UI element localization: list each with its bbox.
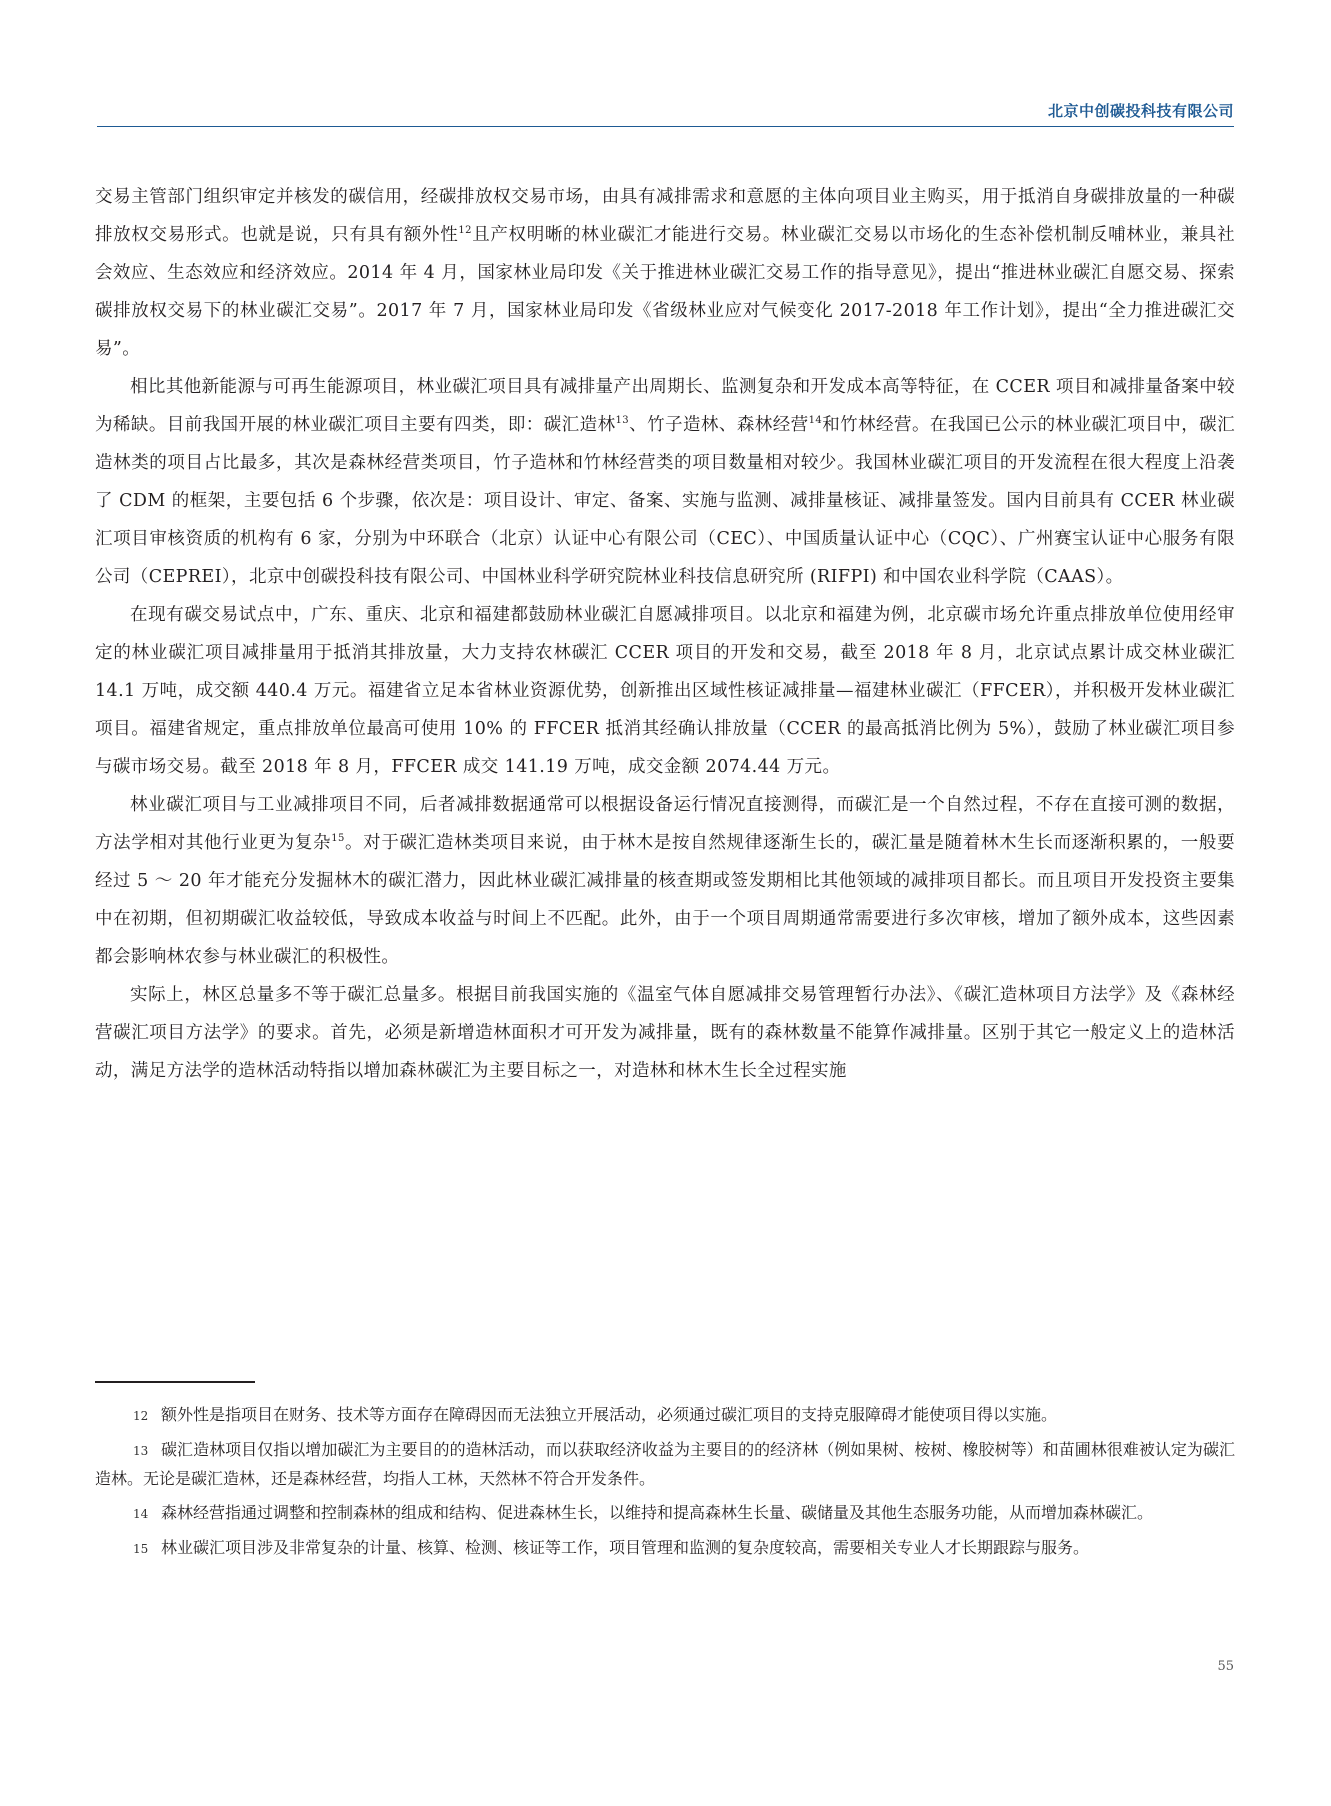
footnotes <box>95 1401 1235 1569</box>
page-number: 55 <box>1217 1659 1234 1674</box>
footnote-ref-13[interactable]: 13 <box>615 415 630 426</box>
paragraph-1-part-a: 交易主管部门组织审定并核发的碳信用，经碳排放权交易市场，由具有减排需求和意愿的主体向项目业主购买，用于抵消自身碳排放量的一种碳排放权交易形式。也就是说，只有具有额外性 <box>95 187 1235 245</box>
paragraph-4 <box>95 786 1235 976</box>
paragraph-1 <box>95 178 1235 368</box>
footnote-ref-14[interactable]: 14 <box>808 415 823 426</box>
paragraph-4-part-a: 林业碳汇项目与工业减排项目不同，后者减排数据通常可以根据设备运行情况直接测得，而碳汇是一个自然过程，不存在直接可测的数据，方法学相对其他行业更为复杂 <box>95 795 1235 853</box>
footnote-text: 林业碳汇项目涉及非常复杂的计量、核算、检测、核证等工作，项目管理和监测的复杂度较高，需要相关专业人才长期跟踪与服务。 <box>161 1538 1090 1557</box>
paragraph-2 <box>95 368 1235 596</box>
footnote-number: 12 <box>133 1409 149 1423</box>
header-company-name: 北京中创碳投科技有限公司 <box>1047 102 1234 120</box>
footnote-number: 15 <box>133 1542 149 1556</box>
header-divider <box>97 126 1234 127</box>
paragraph-5: 实际上，林区总量多不等于碳汇总量多。根据目前我国实施的《温室气体自愿减排交易管理暂行办法》、《碳汇造林项目方法学》及《森林经营碳汇项目方法学》的要求。首先，必须是新增造林面积才可开发为减排量，既有的森林数量不能算作减排量。区别于其它一般定义上的造林活动，满足方法学的造林活动特指以增加森林碳汇为主要目标之一，对造林和林木生长全过程实施 <box>95 985 1235 1081</box>
footnote-15 <box>95 1534 1235 1563</box>
footnote-number: 14 <box>133 1507 149 1521</box>
footnote-ref-12[interactable]: 12 <box>458 225 472 236</box>
paragraph-3: 在现有碳交易试点中，广东、重庆、北京和福建都鼓励林业碳汇自愿减排项目。以北京和福建为例，北京碳市场允许重点排放单位使用经审定的林业碳汇项目减排量用于抵消其排放量，大力支持农林碳汇 CCER 项目的开发和交易，截至 2018 年 8 月，北京试点累计成交林业碳汇 14.1 万吨，成交额 440.4 万元。福建省立足本省林业资源优势，创新推出区域性核证减排量—福建林业碳汇（FFCER），并积极开发林业碳汇项目。福建省规定，重点排放单位最高可使用 10% 的 FFCER 抵消其经确认排放量（CCER 的最高抵消比例为 5%），鼓励了林业碳汇项目参与碳市场交易。截至 2018 年 8 月，FFCER 成交 141.19 万吨，成交金额 2074.44 万元。 <box>95 605 1235 777</box>
footnote-text: 碳汇造林项目仅指以增加碳汇为主要目的的造林活动，而以获取经济收益为主要目的的经济林（例如果树、桉树、橡胶树等）和苗圃林很难被认定为碳汇造林。无论是碳汇造林，还是森林经营，均指人工林，天然林不符合开发条件。 <box>95 1440 1235 1488</box>
main-body <box>95 178 1235 1090</box>
footnote-ref-15[interactable]: 15 <box>331 833 345 844</box>
footnote-13 <box>95 1436 1235 1493</box>
paragraph-1-part-b: 且产权明晰的林业碳汇才能进行交易。林业碳汇交易以市场化的生态补偿机制反哺林业，兼具社会效应、生态效应和经济效应。2014 年 4 月，国家林业局印发《关于推进林业碳汇交易工作的指导意见》，提出“推进林业碳汇自愿交易、探索碳排放权交易下的林业碳汇交易”。2017 年 7 月，国家林业局印发《省级林业应对气候变化 2017-2018 年工作计划》，提出“全力推进碳汇交易”。 <box>95 225 1236 359</box>
footnote-text: 森林经营指通过调整和控制森林的组成和结构、促进森林生长，以维持和提高森林生长量、碳储量及其他生态服务功能，从而增加森林碳汇。 <box>161 1503 1154 1522</box>
footnote-divider <box>95 1381 255 1383</box>
paragraph-2-part-a: 相比其他新能源与可再生能源项目，林业碳汇项目具有减排量产出周期长、监测复杂和开发成本高等特征，在 CCER 项目和减排量备案中较为稀缺。目前我国开展的林业碳汇项目主要有四类，即：碳汇造林 <box>95 377 1235 435</box>
footnote-12 <box>95 1401 1235 1430</box>
paragraph-4-part-b: 。对于碳汇造林类项目来说，由于林木是按自然规律逐渐生长的，碳汇量是随着林木生长而逐渐积累的，一般要经过 5 ～ 20 年才能充分发掘林木的碳汇潜力，因此林业碳汇减排量的核查期或签发期相比其他领域的减排项目都长。而且项目开发投资主要集中在初期，但初期碳汇收益较低，导致成本收益与时间上不匹配。此外，由于一个项目周期通常需要进行多次审核，增加了额外成本，这些因素都会影响林农参与林业碳汇的积极性。 <box>95 833 1235 967</box>
paragraph-2-part-c: 和竹林经营。在我国已公示的林业碳汇项目中，碳汇造林类的项目占比最多，其次是森林经营类项目，竹子造林和竹林经营类的项目数量相对较少。我国林业碳汇项目的开发流程在很大程度上沿袭了 CDM 的框架，主要包括 6 个步骤，依次是：项目设计、审定、备案、实施与监测、减排量核证、减排量签发。国内目前具有 CCER 林业碳汇项目审核资质的机构有 6 家，分别为中环联合（北京）认证中心有限公司（CEC）、中国质量认证中心（CQC）、广州赛宝认证中心服务有限公司（CEPREI），北京中创碳投科技有限公司、中国林业科学研究院林业科技信息研究所 (RIFPI) 和中国农业科学院（CAAS）。 <box>95 415 1235 587</box>
footnote-text: 额外性是指项目在财务、技术等方面存在障碍因而无法独立开展活动，必须通过碳汇项目的支持克服障碍才能使项目得以实施。 <box>161 1405 1058 1424</box>
footnote-14 <box>95 1499 1235 1528</box>
paragraph-2-part-b: 、竹子造林、森林经营 <box>629 415 809 435</box>
footnote-number: 13 <box>133 1444 149 1458</box>
